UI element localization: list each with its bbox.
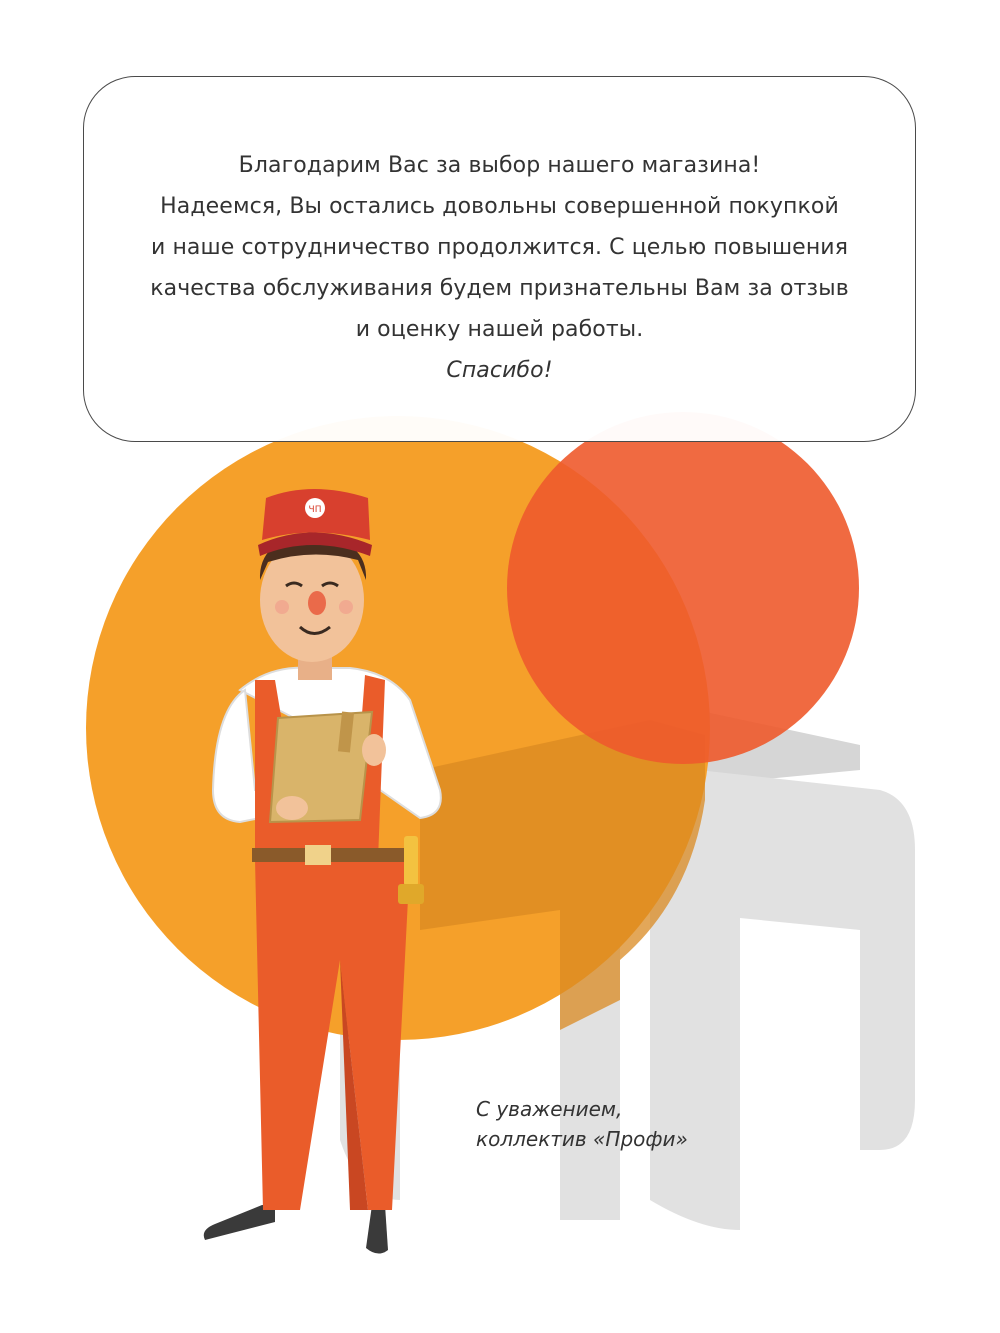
cap-badge-text: ЧП — [308, 505, 322, 515]
message-line: Надеемся, Вы остались довольны совершенной покупкой — [160, 194, 839, 219]
message-line: и оценку нашей работы. — [355, 317, 644, 342]
signature-line-2: коллектив «Профи» — [476, 1127, 688, 1151]
message-line: Благодарим Вас за выбор нашего магазина! — [238, 153, 761, 178]
signature-line-1: С уважением, — [476, 1097, 623, 1121]
message-line: и наше сотрудничество продолжится. С целью повышения — [150, 235, 849, 260]
thanks-text: Спасибо! — [446, 358, 553, 383]
signature — [476, 1094, 688, 1154]
thank-you-message-box — [83, 76, 916, 442]
message-line: качества обслуживания будем признательны Вам за отзыв — [150, 276, 849, 301]
red-circle — [507, 412, 859, 764]
